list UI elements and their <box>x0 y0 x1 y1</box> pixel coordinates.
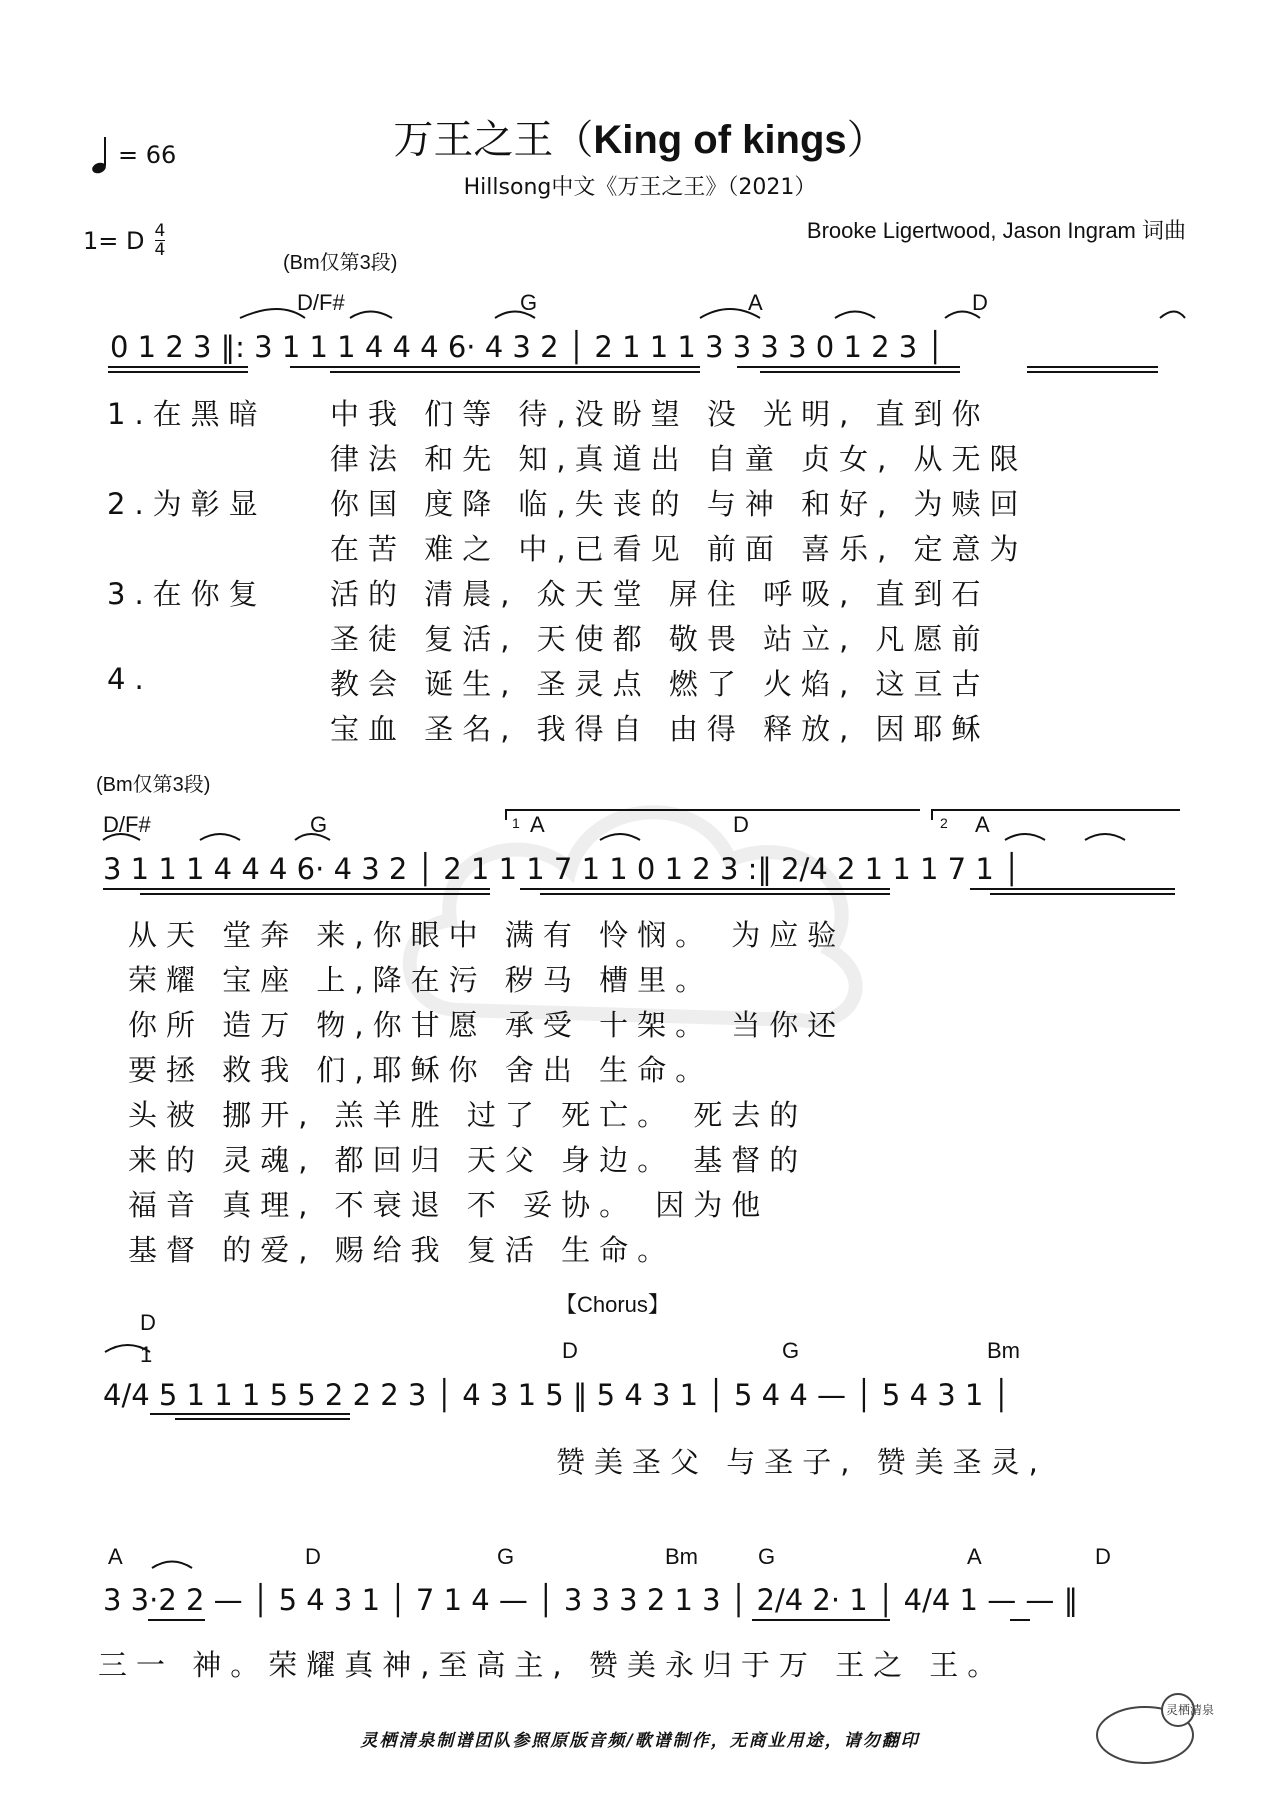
volta-2-label: 2 <box>940 815 948 831</box>
lyric-line: 圣徒 复活, 天使都 敬畏 站立, 凡愿前 <box>330 622 990 656</box>
lyric-line: 福音 真理, 不衰退 不 妥协。 因为他 <box>128 1188 770 1222</box>
chord-d-5: D <box>305 1544 321 1569</box>
lyric-line: 头被 挪开, 羔羊胜 过了 死亡。 死去的 <box>128 1098 808 1132</box>
chord-a-3: A <box>975 812 990 837</box>
chord-d-4: D <box>562 1338 578 1363</box>
lyric-line: 活的 清晨, 众天堂 屏住 呼吸, 直到石 <box>330 577 990 611</box>
lyric-line: 基督 的爱, 赐给我 复活 生命。 <box>128 1233 676 1267</box>
chord-g-2: G <box>310 812 328 837</box>
lyric-line: 来的 灵魂, 都回归 天父 身边。 基督的 <box>128 1143 808 1177</box>
chorus-lyric-2: 三一 神。荣耀真神,至高主, 赞美永归于万 王之 王。 <box>98 1648 1006 1682</box>
time-top: 4 <box>154 221 166 241</box>
lyric-line: 要拯 救我 们,耶稣你 舍出 生命。 <box>128 1053 714 1087</box>
song-title: 万王之王（King of kings） <box>393 117 887 163</box>
chord-a-1: A <box>748 290 763 315</box>
verse-label: 3.在你复 <box>107 577 267 611</box>
lyric-line: 教会 诞生, 圣灵点 燃了 火焰, 这亘古 <box>330 667 990 701</box>
verse-label: 4. <box>107 662 153 696</box>
lyric-line: 在苦 难之 中,已看见 前面 喜乐, 定意为 <box>330 532 1028 566</box>
bm-hint-2: (Bm仅第3段) <box>96 774 211 796</box>
chord-bm-2: Bm <box>665 1544 698 1569</box>
lyric-line: 从天 堂奔 来,你眼中 满有 怜悯。 为应验 <box>128 918 846 952</box>
chord-d-f-sharp-1: D/F# <box>297 290 345 315</box>
grace-note: 1 <box>140 1342 153 1367</box>
time-bottom: 4 <box>154 240 166 260</box>
lyric-line: 宝血 圣名, 我得自 由得 释放, 因耶稣 <box>330 712 990 746</box>
chord-d-1: D <box>972 290 988 315</box>
chord-d-3: D <box>140 1310 156 1335</box>
bm-hint-1: (Bm仅第3段) <box>283 252 398 274</box>
composer-credit: Brooke Ligertwood, Jason Ingram 词曲 <box>806 218 1186 243</box>
lyric-line: 你所 造万 物,你甘愿 承受 十架。 当你还 <box>128 1008 846 1042</box>
notes-line-1: 0 1 2 3 ‖: 3 1 1 1 4 4 4 6· 4 3 2 │ 2 1 1 1 3 3 3 3 0 1 2 3 │ <box>110 330 944 364</box>
logo-text: 灵栖清泉 <box>1166 1703 1215 1717</box>
publisher-logo-icon <box>1090 1680 1215 1770</box>
notes-line-4: 3 3·2 2 — │ 5 4 3 1 │ 7 1 4 — │ 3 3 3 2 1 3 │ 2/4 2· 1 │ 4/4 1 — — ‖ <box>103 1583 1079 1617</box>
chord-a-5: A <box>967 1544 982 1569</box>
chord-bm-1: Bm <box>987 1338 1020 1363</box>
tempo-value: = 66 <box>118 141 177 169</box>
footer-note: 灵栖清泉制谱团队参照原版音频/歌谱制作，无商业用途，请勿翻印 <box>360 1731 920 1751</box>
lyric-line: 律法 和先 知,真道出 自童 贞女, 从无限 <box>330 442 1028 476</box>
chord-a-2: A <box>530 812 545 837</box>
key-label: 1= D <box>83 226 145 255</box>
chord-a-4: A <box>108 1544 123 1569</box>
volta-1-label: 1 <box>512 815 520 831</box>
notes-line-2: 3 1 1 1 4 4 4 6· 4 3 2 │ 2 1 1 1 7 1 1 0 1 2 3 :‖ 2/4 2 1 1 1 7 1 │ <box>103 852 1021 886</box>
verse-label: 2.为彰显 <box>107 487 267 521</box>
chord-g-5: G <box>758 1544 776 1569</box>
chord-d-6: D <box>1095 1544 1111 1569</box>
notes-line-3: 4/4 5 1 1 1 5 5 2 2 2 3 │ 4 3 1 5 ‖ 5 4 3 1 │ 5 4 4 — │ 5 4 3 1 │ <box>103 1378 1011 1412</box>
chord-d-2: D <box>733 812 749 837</box>
verse-label: 1.在黑暗 <box>107 397 267 431</box>
lyric-line: 中我 们等 待,没盼望 没 光明, 直到你 <box>330 397 990 431</box>
lyric-line: 荣耀 宝座 上,降在污 秽马 槽里。 <box>128 963 714 997</box>
chord-g-1: G <box>520 290 538 315</box>
chorus-label: 【Chorus】 <box>555 1292 670 1317</box>
chord-g-3: G <box>782 1338 800 1363</box>
song-subtitle: Hillsong中文《万王之王》（2021） <box>463 175 817 200</box>
lyric-line: 你国 度降 临,失丧的 与神 和好, 为赎回 <box>330 487 1028 521</box>
chord-d-f-sharp-2: D/F# <box>103 812 151 837</box>
chorus-lyric-1: 赞美圣父 与圣子, 赞美圣灵, <box>556 1445 1047 1479</box>
chord-g-4: G <box>497 1544 515 1569</box>
